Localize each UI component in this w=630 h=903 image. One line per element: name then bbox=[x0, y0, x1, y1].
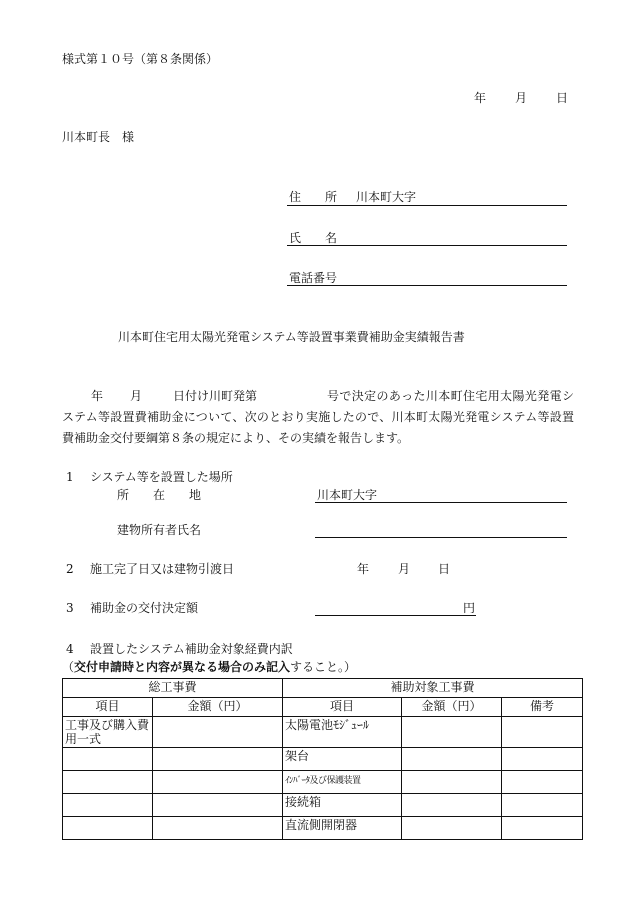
total-amount-cell[interactable] bbox=[153, 794, 283, 817]
section3-label: 補助金の交付決定額 bbox=[90, 601, 199, 615]
remarks-cell[interactable] bbox=[502, 771, 583, 794]
header-amount: 金額（円） bbox=[153, 698, 283, 717]
document-title: 川本町住宅用太陽光発電システム等設置事業費補助金実績報告書 bbox=[118, 330, 465, 344]
remarks-cell[interactable] bbox=[502, 748, 583, 771]
owner-label: 建物所有者氏名 bbox=[117, 523, 202, 537]
date-day-label: 日 bbox=[556, 91, 569, 105]
subsidy-item-cell: 接続箱 bbox=[283, 794, 402, 817]
completion-day: 日 bbox=[438, 562, 451, 576]
section4-note: （交付申請時と内容が異なる場合のみ記入すること。） bbox=[62, 660, 357, 674]
subsidy-amount-cell[interactable] bbox=[402, 748, 502, 771]
total-item-cell[interactable] bbox=[63, 748, 153, 771]
subsidy-item-cell: 太陽電池ﾓｼﾞｭｰﾙ bbox=[283, 717, 402, 748]
phone-label: 電話番号 bbox=[289, 271, 338, 285]
total-amount-cell[interactable] bbox=[153, 748, 283, 771]
section1-number: 1 bbox=[66, 470, 74, 484]
subsidy-amount-cell[interactable] bbox=[402, 771, 502, 794]
completion-month: 月 bbox=[398, 562, 411, 576]
cost-breakdown-table bbox=[62, 678, 583, 840]
section1-heading: システム等を設置した場所 bbox=[90, 470, 233, 484]
total-item-cell[interactable] bbox=[63, 817, 153, 840]
date-year-label: 年 bbox=[474, 91, 487, 105]
header-item: 項目 bbox=[63, 698, 153, 717]
section2-label: 施工完了日又は建物引渡日 bbox=[90, 562, 235, 576]
section3-number: 3 bbox=[66, 601, 74, 615]
remarks-cell[interactable] bbox=[502, 717, 583, 748]
address-underline bbox=[287, 205, 567, 206]
section4-number: 4 bbox=[66, 642, 74, 656]
addressee: 川本町長 様 bbox=[62, 130, 135, 144]
location-underline bbox=[315, 502, 567, 503]
location-value: 川本町大字 bbox=[317, 488, 378, 502]
header-total-cost: 総工事費 bbox=[63, 679, 283, 698]
intro-paragraph: 号で決定のあった川本町住宅用太陽光発電システム等設置費補助金について、次のとおり実施したので、川本町太陽光発電システム等設置費補助金交付要綱第８条の規定により、その実績を報告します。 bbox=[62, 389, 574, 445]
header-subsidy-cost: 補助対象工事費 bbox=[283, 679, 583, 698]
subsidy-item-cell: 直流側開閉器 bbox=[283, 817, 402, 840]
subsidy-amount-cell[interactable] bbox=[402, 794, 502, 817]
form-number: 様式第１０号（第８条関係） bbox=[62, 52, 219, 66]
subsidy-item-cell: ｲﾝﾊﾞｰﾀ及び保護装置 bbox=[283, 771, 402, 794]
total-amount-cell[interactable] bbox=[153, 771, 283, 794]
section2-number: 2 bbox=[66, 562, 74, 576]
name-label: 氏 名 bbox=[289, 231, 338, 245]
address-value: 川本町大字 bbox=[356, 190, 417, 204]
intro-month: 月 bbox=[130, 389, 143, 403]
header-amount-2: 金額（円） bbox=[402, 698, 502, 717]
total-item-cell: 工事及び購入費用一式 bbox=[63, 717, 153, 748]
subsidy-item-cell: 架台 bbox=[283, 748, 402, 771]
section4-heading: 設置したシステム補助金対象経費内訳 bbox=[90, 642, 293, 656]
subsidy-amount-cell[interactable] bbox=[402, 717, 502, 748]
name-underline bbox=[287, 245, 567, 246]
total-amount-cell[interactable] bbox=[153, 817, 283, 840]
subsidy-amount-cell[interactable] bbox=[402, 817, 502, 840]
header-remarks: 備考 bbox=[502, 698, 583, 717]
remarks-cell[interactable] bbox=[502, 794, 583, 817]
owner-underline bbox=[315, 537, 567, 538]
intro-year: 年 bbox=[91, 389, 104, 403]
total-item-cell[interactable] bbox=[63, 794, 153, 817]
total-amount-cell[interactable] bbox=[153, 717, 283, 748]
amount-yen: 円 bbox=[463, 601, 476, 615]
intro-mid: 日付け川町発第 bbox=[173, 389, 258, 403]
remarks-cell[interactable] bbox=[502, 817, 583, 840]
address-label: 住 所 bbox=[289, 190, 338, 204]
amount-underline bbox=[315, 615, 476, 616]
total-item-cell[interactable] bbox=[63, 771, 153, 794]
header-item-2: 項目 bbox=[283, 698, 402, 717]
completion-year: 年 bbox=[357, 562, 370, 576]
location-label: 所 在 地 bbox=[117, 488, 202, 502]
phone-underline bbox=[287, 285, 567, 286]
date-month-label: 月 bbox=[515, 91, 528, 105]
